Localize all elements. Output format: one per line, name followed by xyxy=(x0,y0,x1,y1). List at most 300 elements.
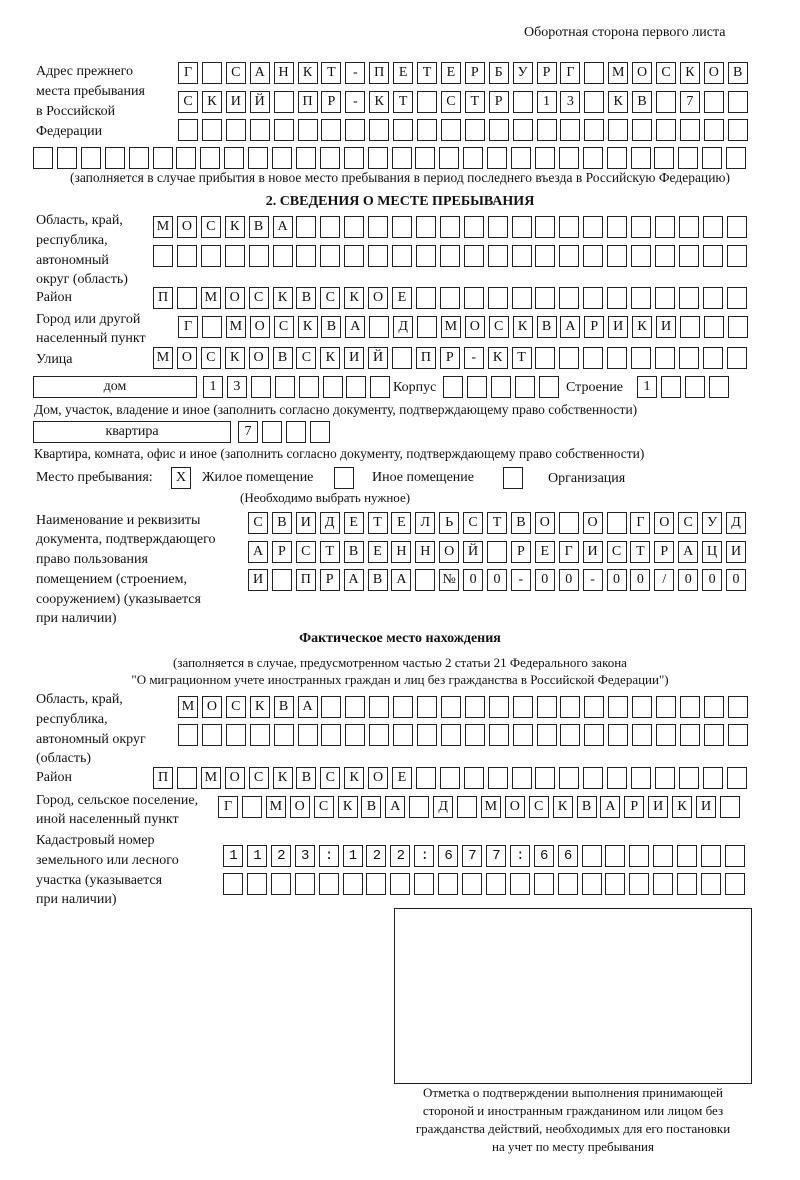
char-cell[interactable]: Е xyxy=(344,512,364,534)
char-cell[interactable] xyxy=(321,696,341,718)
char-cell[interactable] xyxy=(583,287,603,309)
char-cell[interactable] xyxy=(488,216,508,238)
char-cell[interactable]: - xyxy=(583,569,603,591)
char-cell[interactable]: П xyxy=(298,91,318,113)
char-cell[interactable] xyxy=(584,119,604,141)
char-cell[interactable] xyxy=(607,512,627,534)
char-cell[interactable] xyxy=(105,147,125,169)
char-cell[interactable]: О xyxy=(177,216,197,238)
char-cell[interactable] xyxy=(409,796,429,818)
char-cell[interactable]: П xyxy=(153,287,173,309)
char-cell[interactable]: Л xyxy=(415,512,435,534)
char-cell[interactable]: - xyxy=(464,347,484,369)
char-cell[interactable] xyxy=(296,216,316,238)
char-cell[interactable]: 0 xyxy=(463,569,483,591)
char-cell[interactable]: В xyxy=(272,512,292,534)
char-cell[interactable]: Й xyxy=(463,541,483,563)
char-cell[interactable]: У xyxy=(513,62,533,84)
char-cell[interactable] xyxy=(393,119,413,141)
char-cell[interactable] xyxy=(584,62,604,84)
char-cell[interactable]: П xyxy=(416,347,436,369)
char-cell[interactable] xyxy=(559,216,579,238)
stay-organization-checkbox[interactable] xyxy=(503,467,523,489)
char-cell[interactable] xyxy=(443,376,463,398)
char-cell[interactable]: М xyxy=(153,216,173,238)
char-cell[interactable]: С xyxy=(249,287,269,309)
char-cell[interactable] xyxy=(465,724,485,746)
char-cell[interactable]: И xyxy=(656,316,676,338)
char-cell[interactable]: Н xyxy=(274,62,294,84)
char-cell[interactable] xyxy=(417,316,437,338)
char-cell[interactable] xyxy=(177,287,197,309)
char-cell[interactable]: О xyxy=(505,796,525,818)
char-cell[interactable] xyxy=(661,376,681,398)
char-cell[interactable] xyxy=(656,119,676,141)
char-cell[interactable] xyxy=(226,724,246,746)
char-cell[interactable] xyxy=(702,147,722,169)
char-cell[interactable]: О xyxy=(225,767,245,789)
char-cell[interactable]: К xyxy=(344,287,364,309)
char-cell[interactable] xyxy=(368,245,388,267)
char-cell[interactable] xyxy=(703,767,723,789)
char-cell[interactable] xyxy=(392,147,412,169)
char-cell[interactable] xyxy=(274,91,294,113)
char-cell[interactable] xyxy=(703,216,723,238)
char-cell[interactable]: И xyxy=(726,541,746,563)
char-cell[interactable] xyxy=(608,724,628,746)
char-cell[interactable]: В xyxy=(344,541,364,563)
char-cell[interactable]: Н xyxy=(391,541,411,563)
char-cell[interactable]: 3 xyxy=(227,376,247,398)
char-cell[interactable]: В xyxy=(274,696,294,718)
char-cell[interactable]: Р xyxy=(465,62,485,84)
char-cell[interactable]: 7 xyxy=(680,91,700,113)
char-cell[interactable] xyxy=(654,147,674,169)
char-cell[interactable] xyxy=(344,147,364,169)
char-cell[interactable] xyxy=(299,376,319,398)
char-cell[interactable] xyxy=(725,845,745,867)
char-cell[interactable]: - xyxy=(345,91,365,113)
char-cell[interactable]: С xyxy=(320,287,340,309)
char-cell[interactable]: И xyxy=(696,796,716,818)
char-cell[interactable]: К xyxy=(608,91,628,113)
char-cell[interactable] xyxy=(491,376,511,398)
char-cell[interactable]: Г xyxy=(559,541,579,563)
char-cell[interactable] xyxy=(703,287,723,309)
char-cell[interactable] xyxy=(417,119,437,141)
char-cell[interactable] xyxy=(223,873,243,895)
char-cell[interactable] xyxy=(177,767,197,789)
char-cell[interactable] xyxy=(632,119,652,141)
char-cell[interactable] xyxy=(465,696,485,718)
char-cell[interactable] xyxy=(512,287,532,309)
char-cell[interactable]: Н xyxy=(415,541,435,563)
char-cell[interactable] xyxy=(535,287,555,309)
char-cell[interactable]: К xyxy=(338,796,358,818)
char-cell[interactable] xyxy=(487,541,507,563)
char-cell[interactable]: О xyxy=(704,62,724,84)
char-cell[interactable] xyxy=(583,245,603,267)
char-cell[interactable]: 0 xyxy=(726,569,746,591)
char-cell[interactable]: Й xyxy=(368,347,388,369)
char-cell[interactable]: О xyxy=(654,512,674,534)
char-cell[interactable]: Д xyxy=(393,316,413,338)
char-cell[interactable] xyxy=(559,767,579,789)
stay-other-checkbox[interactable] xyxy=(334,467,354,489)
char-cell[interactable] xyxy=(272,147,292,169)
char-cell[interactable] xyxy=(464,287,484,309)
char-cell[interactable]: С xyxy=(226,62,246,84)
char-cell[interactable] xyxy=(703,245,723,267)
char-cell[interactable]: Г xyxy=(178,62,198,84)
char-cell[interactable] xyxy=(440,216,460,238)
char-cell[interactable]: К xyxy=(553,796,573,818)
char-cell[interactable]: С xyxy=(296,541,316,563)
char-cell[interactable] xyxy=(582,873,602,895)
char-cell[interactable]: М xyxy=(608,62,628,84)
char-cell[interactable]: О xyxy=(439,541,459,563)
char-cell[interactable] xyxy=(202,316,222,338)
char-cell[interactable] xyxy=(655,245,675,267)
char-cell[interactable]: Т xyxy=(512,347,532,369)
char-cell[interactable]: Е xyxy=(535,541,555,563)
char-cell[interactable]: А xyxy=(273,216,293,238)
char-cell[interactable]: Т xyxy=(630,541,650,563)
char-cell[interactable]: И xyxy=(296,512,316,534)
char-cell[interactable] xyxy=(728,696,748,718)
char-cell[interactable] xyxy=(457,796,477,818)
char-cell[interactable]: К xyxy=(672,796,692,818)
char-cell[interactable]: О xyxy=(177,347,197,369)
char-cell[interactable]: М xyxy=(153,347,173,369)
char-cell[interactable] xyxy=(704,696,724,718)
char-cell[interactable] xyxy=(369,119,389,141)
char-cell[interactable] xyxy=(369,696,389,718)
char-cell[interactable] xyxy=(271,873,291,895)
char-cell[interactable]: 0 xyxy=(702,569,722,591)
char-cell[interactable] xyxy=(286,421,306,443)
char-cell[interactable] xyxy=(176,147,196,169)
char-cell[interactable] xyxy=(513,119,533,141)
char-cell[interactable]: К xyxy=(298,316,318,338)
char-cell[interactable]: К xyxy=(344,767,364,789)
char-cell[interactable] xyxy=(345,724,365,746)
char-cell[interactable]: В xyxy=(296,287,316,309)
char-cell[interactable] xyxy=(440,245,460,267)
char-cell[interactable] xyxy=(178,119,198,141)
char-cell[interactable] xyxy=(727,347,747,369)
char-cell[interactable] xyxy=(608,696,628,718)
char-cell[interactable]: Т xyxy=(487,512,507,534)
char-cell[interactable]: Р xyxy=(272,541,292,563)
char-cell[interactable] xyxy=(513,724,533,746)
char-cell[interactable]: Т xyxy=(368,512,388,534)
char-cell[interactable] xyxy=(345,696,365,718)
char-cell[interactable] xyxy=(390,873,410,895)
char-cell[interactable] xyxy=(275,376,295,398)
char-cell[interactable]: А xyxy=(385,796,405,818)
char-cell[interactable]: О xyxy=(368,287,388,309)
char-cell[interactable]: С xyxy=(529,796,549,818)
char-cell[interactable] xyxy=(584,91,604,113)
char-cell[interactable]: К xyxy=(273,767,293,789)
char-cell[interactable] xyxy=(438,873,458,895)
char-cell[interactable]: С xyxy=(607,541,627,563)
char-cell[interactable]: Ц xyxy=(702,541,722,563)
char-cell[interactable] xyxy=(467,376,487,398)
char-cell[interactable]: С xyxy=(201,216,221,238)
char-cell[interactable] xyxy=(153,147,173,169)
char-cell[interactable]: К xyxy=(369,91,389,113)
char-cell[interactable]: 0 xyxy=(607,569,627,591)
char-cell[interactable]: А xyxy=(678,541,698,563)
char-cell[interactable] xyxy=(366,873,386,895)
char-cell[interactable] xyxy=(242,796,262,818)
char-cell[interactable] xyxy=(728,119,748,141)
char-cell[interactable] xyxy=(513,91,533,113)
char-cell[interactable] xyxy=(464,216,484,238)
char-cell[interactable] xyxy=(584,696,604,718)
char-cell[interactable]: С xyxy=(226,696,246,718)
char-cell[interactable] xyxy=(631,287,651,309)
char-cell[interactable] xyxy=(224,147,244,169)
char-cell[interactable] xyxy=(274,724,294,746)
char-cell[interactable]: О xyxy=(250,316,270,338)
char-cell[interactable]: М xyxy=(226,316,246,338)
char-cell[interactable] xyxy=(656,91,676,113)
char-cell[interactable] xyxy=(439,147,459,169)
char-cell[interactable] xyxy=(632,724,652,746)
char-cell[interactable]: А xyxy=(344,569,364,591)
char-cell[interactable] xyxy=(656,696,676,718)
char-cell[interactable]: С xyxy=(463,512,483,534)
char-cell[interactable]: С xyxy=(296,347,316,369)
char-cell[interactable] xyxy=(298,724,318,746)
char-cell[interactable]: 0 xyxy=(487,569,507,591)
char-cell[interactable] xyxy=(559,147,579,169)
char-cell[interactable]: Ь xyxy=(439,512,459,534)
char-cell[interactable] xyxy=(679,767,699,789)
char-cell[interactable] xyxy=(677,845,697,867)
char-cell[interactable] xyxy=(728,724,748,746)
char-cell[interactable]: - xyxy=(345,62,365,84)
char-cell[interactable] xyxy=(370,376,390,398)
char-cell[interactable] xyxy=(607,147,627,169)
char-cell[interactable] xyxy=(440,767,460,789)
char-cell[interactable]: Г xyxy=(630,512,650,534)
char-cell[interactable] xyxy=(344,245,364,267)
char-cell[interactable] xyxy=(488,245,508,267)
char-cell[interactable] xyxy=(583,147,603,169)
char-cell[interactable]: А xyxy=(560,316,580,338)
char-cell[interactable] xyxy=(392,216,412,238)
char-cell[interactable] xyxy=(680,724,700,746)
char-cell[interactable] xyxy=(321,119,341,141)
char-cell[interactable] xyxy=(321,724,341,746)
char-cell[interactable] xyxy=(251,376,271,398)
char-cell[interactable] xyxy=(704,724,724,746)
char-cell[interactable]: У xyxy=(702,512,722,534)
char-cell[interactable] xyxy=(153,245,173,267)
char-cell[interactable]: Е xyxy=(391,512,411,534)
char-cell[interactable]: В xyxy=(511,512,531,534)
char-cell[interactable] xyxy=(608,119,628,141)
char-cell[interactable] xyxy=(343,873,363,895)
char-cell[interactable] xyxy=(560,119,580,141)
char-cell[interactable] xyxy=(653,845,673,867)
char-cell[interactable] xyxy=(679,287,699,309)
char-cell[interactable]: К xyxy=(202,91,222,113)
char-cell[interactable] xyxy=(320,216,340,238)
char-cell[interactable]: В xyxy=(537,316,557,338)
char-cell[interactable] xyxy=(559,287,579,309)
char-cell[interactable] xyxy=(465,119,485,141)
char-cell[interactable] xyxy=(320,147,340,169)
char-cell[interactable] xyxy=(273,245,293,267)
char-cell[interactable]: С xyxy=(248,512,268,534)
char-cell[interactable] xyxy=(631,767,651,789)
char-cell[interactable]: С xyxy=(314,796,334,818)
char-cell[interactable] xyxy=(319,873,339,895)
char-cell[interactable]: К xyxy=(298,62,318,84)
char-cell[interactable]: 0 xyxy=(630,569,650,591)
char-cell[interactable]: С xyxy=(656,62,676,84)
char-cell[interactable] xyxy=(583,767,603,789)
char-cell[interactable] xyxy=(679,347,699,369)
char-cell[interactable] xyxy=(559,347,579,369)
char-cell[interactable] xyxy=(558,873,578,895)
char-cell[interactable] xyxy=(631,245,651,267)
char-cell[interactable]: И xyxy=(583,541,603,563)
char-cell[interactable]: С xyxy=(441,91,461,113)
char-cell[interactable] xyxy=(605,845,625,867)
char-cell[interactable]: В xyxy=(249,216,269,238)
char-cell[interactable] xyxy=(392,347,412,369)
char-cell[interactable] xyxy=(462,873,482,895)
char-cell[interactable]: О xyxy=(368,767,388,789)
char-cell[interactable]: Д xyxy=(726,512,746,534)
char-cell[interactable] xyxy=(560,696,580,718)
char-cell[interactable]: Е xyxy=(441,62,461,84)
char-cell[interactable]: К xyxy=(225,216,245,238)
char-cell[interactable]: 7 xyxy=(238,421,258,443)
char-cell[interactable] xyxy=(677,873,697,895)
char-cell[interactable] xyxy=(272,569,292,591)
char-cell[interactable] xyxy=(680,316,700,338)
char-cell[interactable]: В xyxy=(361,796,381,818)
char-cell[interactable] xyxy=(680,696,700,718)
char-cell[interactable] xyxy=(727,245,747,267)
char-cell[interactable] xyxy=(685,376,705,398)
char-cell[interactable] xyxy=(368,147,388,169)
char-cell[interactable] xyxy=(346,376,366,398)
house-type-field[interactable]: дом xyxy=(33,376,197,398)
char-cell[interactable]: Т xyxy=(320,541,340,563)
char-cell[interactable] xyxy=(415,147,435,169)
char-cell[interactable] xyxy=(584,724,604,746)
char-cell[interactable] xyxy=(202,119,222,141)
char-cell[interactable]: Т xyxy=(465,91,485,113)
char-cell[interactable] xyxy=(701,845,721,867)
char-cell[interactable] xyxy=(535,245,555,267)
char-cell[interactable]: Р xyxy=(440,347,460,369)
char-cell[interactable]: К xyxy=(320,347,340,369)
char-cell[interactable]: И xyxy=(226,91,246,113)
char-cell[interactable] xyxy=(202,724,222,746)
char-cell[interactable] xyxy=(441,119,461,141)
char-cell[interactable] xyxy=(262,421,282,443)
char-cell[interactable] xyxy=(250,724,270,746)
char-cell[interactable] xyxy=(33,147,53,169)
char-cell[interactable] xyxy=(296,245,316,267)
char-cell[interactable]: В xyxy=(273,347,293,369)
char-cell[interactable] xyxy=(655,287,675,309)
char-cell[interactable]: М xyxy=(266,796,286,818)
char-cell[interactable]: Д xyxy=(433,796,453,818)
char-cell[interactable] xyxy=(680,119,700,141)
char-cell[interactable] xyxy=(726,147,746,169)
char-cell[interactable] xyxy=(728,91,748,113)
char-cell[interactable]: М xyxy=(178,696,198,718)
char-cell[interactable]: А xyxy=(345,316,365,338)
char-cell[interactable]: 3 xyxy=(560,91,580,113)
char-cell[interactable]: О xyxy=(202,696,222,718)
char-cell[interactable]: С xyxy=(178,91,198,113)
char-cell[interactable]: Д xyxy=(320,512,340,534)
char-cell[interactable]: К xyxy=(488,347,508,369)
char-cell[interactable] xyxy=(416,767,436,789)
char-cell[interactable]: / xyxy=(654,569,674,591)
char-cell[interactable]: В xyxy=(577,796,597,818)
char-cell[interactable] xyxy=(414,873,434,895)
char-cell[interactable] xyxy=(249,245,269,267)
char-cell[interactable]: М xyxy=(481,796,501,818)
char-cell[interactable] xyxy=(656,724,676,746)
char-cell[interactable]: А xyxy=(600,796,620,818)
char-cell[interactable]: С xyxy=(678,512,698,534)
char-cell[interactable] xyxy=(81,147,101,169)
char-cell[interactable] xyxy=(537,119,557,141)
char-cell[interactable]: 0 xyxy=(559,569,579,591)
char-cell[interactable] xyxy=(392,245,412,267)
char-cell[interactable] xyxy=(201,245,221,267)
char-cell[interactable]: В xyxy=(632,91,652,113)
char-cell[interactable]: К xyxy=(225,347,245,369)
char-cell[interactable] xyxy=(679,245,699,267)
char-cell[interactable] xyxy=(129,147,149,169)
char-cell[interactable]: № xyxy=(439,569,459,591)
char-cell[interactable] xyxy=(535,767,555,789)
char-cell[interactable] xyxy=(202,62,222,84)
char-cell[interactable]: Г xyxy=(560,62,580,84)
char-cell[interactable]: И xyxy=(344,347,364,369)
char-cell[interactable] xyxy=(486,873,506,895)
char-cell[interactable]: О xyxy=(225,287,245,309)
char-cell[interactable] xyxy=(440,287,460,309)
char-cell[interactable] xyxy=(535,147,555,169)
char-cell[interactable] xyxy=(535,216,555,238)
char-cell[interactable] xyxy=(463,147,483,169)
char-cell[interactable] xyxy=(511,147,531,169)
char-cell[interactable] xyxy=(513,696,533,718)
char-cell[interactable] xyxy=(369,724,389,746)
char-cell[interactable]: И xyxy=(608,316,628,338)
char-cell[interactable] xyxy=(177,245,197,267)
char-cell[interactable] xyxy=(607,347,627,369)
char-cell[interactable]: 1 xyxy=(637,376,657,398)
char-cell[interactable]: О xyxy=(249,347,269,369)
char-cell[interactable]: Т xyxy=(393,91,413,113)
